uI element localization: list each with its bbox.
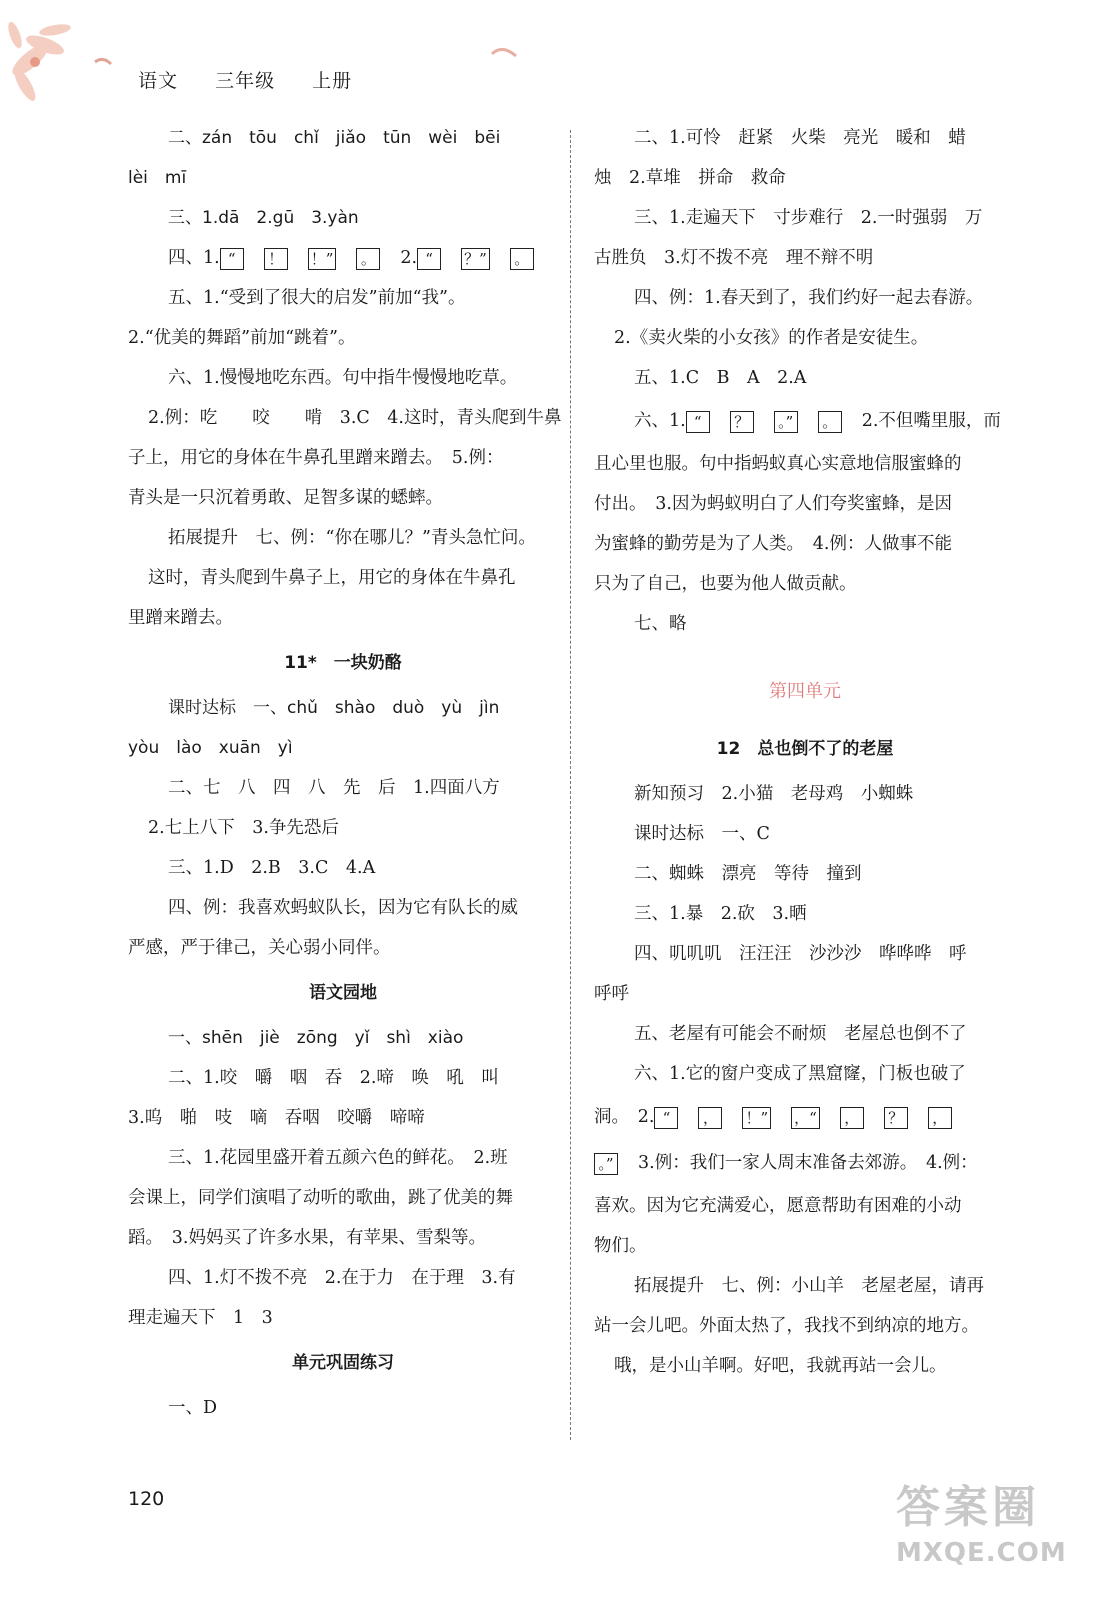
answer-line [128, 1218, 558, 1258]
answer-text: 一、D [168, 1398, 218, 1418]
answer-line [594, 1226, 1016, 1266]
answer-line [128, 318, 558, 358]
answer-text: 会课上，同学们演唱了动听的歌曲，跳了优美的舞 [128, 1188, 513, 1208]
answer-text: 五、1.C B A 2.A [634, 368, 807, 388]
answer-line [128, 278, 558, 318]
answer-text: 古胜负 3.灯不拨不亮 理不辩不明 [594, 248, 874, 268]
answer-line [128, 768, 558, 808]
answer-text: 四、例：1.春天到了，我们约好一起去春游。 [634, 288, 984, 308]
answer-text: 六、1.它的窗户变成了黑窟窿，门板也破了 [634, 1064, 966, 1084]
answer-text: 付出。 3.因为蚂蚁明白了人们夸奖蜜蜂，是因 [594, 494, 952, 514]
punctuation-box: ？” [461, 248, 490, 270]
answer-text: 四、1.灯不拨不亮 2.在于力 在于理 3.有 [168, 1268, 516, 1288]
answer-line [128, 1388, 558, 1428]
answer-text: 只为了自己，也要为他人做贡献。 [594, 574, 857, 594]
answer-text: 且心里也服。句中指蚂蚁真心实意地信服蜜蜂的 [594, 454, 962, 474]
punctuation-box: 。” [774, 411, 798, 433]
header-grade: 三年级 [215, 70, 276, 92]
answer-text: 这时，青头爬到牛鼻子上，用它的身体在牛鼻孔 [148, 568, 516, 588]
answer-text: 2.七上八下 3.争先恐后 [148, 818, 339, 838]
flower-decoration [0, 0, 140, 130]
answer-line [128, 888, 558, 928]
answer-text: 喜欢。因为它充满爱心，愿意帮助有困难的小动 [594, 1196, 962, 1216]
answer-text: 二、1.咬 嚼 咽 吞 2.啼 唤 吼 叫 [168, 1068, 499, 1088]
answer-line [594, 604, 1016, 644]
answer-text: 二、1.可怜 赶紧 火柴 亮光 暖和 蜡 [634, 128, 966, 148]
answer-text: 子上，用它的身体在牛鼻孔里蹭来蹭去。 5.例： [128, 448, 504, 468]
answer-text: 3.呜 啪 吱 嘀 吞咽 咬嚼 啼啼 [128, 1108, 425, 1128]
answer-line [128, 1138, 558, 1178]
column-divider [570, 130, 571, 1440]
answer-text: 一、shēn jiè zōng yǐ shì xiào [168, 1028, 464, 1048]
page-number: 120 [128, 1488, 165, 1510]
answer-line [128, 1298, 558, 1338]
answer-line [128, 1258, 558, 1298]
answer-text: 三、1.D 2.B 3.C 4.A [168, 858, 376, 878]
watermark-logo [896, 1478, 1076, 1588]
answer-text: 六、1.慢慢地吃东西。句中指牛慢慢地吃草。 [168, 368, 518, 388]
answer-text: 三、1.走遍天下 寸步难行 2.一时强弱 万 [634, 208, 983, 228]
answer-line [594, 398, 1016, 444]
answer-text: lèi mī [128, 168, 187, 188]
answer-text: yòu lào xuān yì [128, 738, 293, 758]
answer-line [128, 928, 558, 968]
answer-line [594, 358, 1016, 398]
answer-text: 课时达标 一、chǔ shào duò yù jìn [168, 698, 500, 718]
punctuation-box: ！” [308, 248, 337, 270]
answer-line [594, 1346, 1016, 1386]
left-block-4 [128, 1388, 558, 1428]
answer-line [128, 558, 558, 598]
answer-line [594, 1140, 1016, 1186]
left-block-3 [128, 1018, 558, 1338]
answer-text: 课时达标 一、C [634, 824, 770, 844]
answer-line [594, 774, 1016, 814]
answer-text: 六、1. [634, 411, 686, 431]
answer-line [594, 238, 1016, 278]
answer-text: 物们。 [594, 1236, 647, 1256]
punctuation-box: “ [686, 411, 710, 433]
answer-line [128, 848, 558, 888]
answer-line [594, 1186, 1016, 1226]
answer-text: 三、1.花园里盛开着五颜六色的鲜花。 2.班 [168, 1148, 508, 1168]
answer-line [594, 854, 1016, 894]
answer-line [594, 158, 1016, 198]
answer-text: 烛 2.草堆 拼命 救命 [594, 168, 786, 188]
answer-text: 2.例：吃 咬 啃 3.C 4.这时，青头爬到牛鼻 [148, 408, 562, 428]
answer-line [594, 444, 1016, 484]
answer-text: 里蹭来蹭去。 [128, 608, 233, 628]
left-column [128, 118, 562, 1428]
answer-line [594, 1094, 1016, 1140]
answer-text: 七、略 [634, 614, 687, 634]
answer-text: 三、1.暴 2.砍 3.晒 [634, 904, 807, 924]
answer-text: 四、叽叽叽 汪汪汪 沙沙沙 哗哗哗 呼 [634, 944, 967, 964]
header-volume: 上册 [312, 70, 353, 92]
answer-text: 四、例：我喜欢蚂蚁队长，因为它有队长的威 [168, 898, 518, 918]
right-block-1 [594, 118, 1016, 644]
answer-line [594, 894, 1016, 934]
answer-line [594, 1266, 1016, 1306]
punctuation-box: 。” [594, 1153, 618, 1175]
answer-line [594, 1014, 1016, 1054]
answer-line [594, 198, 1016, 238]
answer-text: 呼呼 [594, 984, 629, 1004]
petal-decoration [490, 44, 520, 64]
answer-text: 严感，严于律己，关心弱小同伴。 [128, 938, 391, 958]
answer-text: 五、1.“受到了很大的启发”前加“我”。 [168, 288, 466, 308]
left-block-1 [128, 118, 562, 638]
right-block-2 [594, 774, 1016, 1386]
punctuation-box: “ [220, 248, 244, 270]
watermark-url: MXQE.COM [896, 1538, 1067, 1568]
answer-line [128, 1018, 558, 1058]
punctuation-box: ？ [730, 411, 754, 433]
answer-line [594, 118, 1016, 158]
answer-text: 为蜜蜂的勤劳是为了人类。 4.例：人做事不能 [594, 534, 952, 554]
answer-line [594, 278, 1016, 318]
answer-line [128, 728, 558, 768]
answer-text: 拓展提升 七、例：“你在哪儿？”青头急忙问。 [168, 528, 536, 548]
answer-line [128, 598, 558, 638]
answer-line [128, 198, 558, 238]
answer-line [128, 438, 558, 478]
answer-line [128, 478, 558, 518]
punctuation-box: ！” [742, 1107, 771, 1129]
answer-line [128, 358, 558, 398]
answer-line [594, 934, 1016, 974]
answer-text: 理走遍天下 1 3 [128, 1308, 273, 1328]
punctuation-box: ，“ [791, 1107, 820, 1129]
answer-text: 新知预习 2.小猫 老母鸡 小蜘蛛 [634, 784, 914, 804]
answer-line [594, 318, 1016, 358]
answer-line [594, 1054, 1016, 1094]
answer-line [594, 1306, 1016, 1346]
punctuation-box: 。 [356, 248, 380, 270]
answer-text: 四、1. [168, 248, 220, 268]
answer-line [128, 118, 558, 158]
answer-text: 蹈。 3.妈妈买了许多水果，有苹果、雪梨等。 [128, 1228, 486, 1248]
header-subject: 语文 [138, 70, 179, 92]
unit-4-title: 第四单元 [769, 681, 841, 702]
punctuation-box: “ [417, 248, 441, 270]
answer-line [128, 518, 558, 558]
punctuation-box: ， [698, 1107, 722, 1129]
answer-line [128, 808, 558, 848]
answer-line [128, 688, 558, 728]
answer-text: 站一会儿吧。外面太热了，我找不到纳凉的地方。 [594, 1316, 979, 1336]
punctuation-box: 。 [510, 248, 534, 270]
answer-text: 2.“优美的舞蹈”前加“跳着”。 [128, 328, 356, 348]
answer-line [594, 524, 1016, 564]
answer-line [128, 158, 558, 198]
punctuation-box: ？ [884, 1107, 908, 1129]
answer-text: 2.不但嘴里服，而 [861, 411, 1001, 431]
lesson-11-title: 11* 一块奶酪 [284, 653, 402, 673]
answer-line [128, 238, 558, 278]
answer-line [128, 1058, 558, 1098]
answer-line [594, 564, 1016, 604]
watermark-text: 答案圈 [896, 1482, 1040, 1533]
answer-line [128, 1178, 558, 1218]
answer-line [594, 974, 1016, 1014]
page-header [138, 66, 382, 93]
punctuation-box: ， [840, 1107, 864, 1129]
garden-title: 语文园地 [309, 983, 377, 1003]
practice-title: 单元巩固练习 [292, 1353, 394, 1373]
answer-line [128, 398, 562, 438]
answer-text: 2. [400, 248, 418, 268]
answer-line [594, 484, 1016, 524]
answer-text: 青头是一只沉着勇敢、足智多谋的蟋蟀。 [128, 488, 443, 508]
answer-text: 洞。 2. [594, 1107, 655, 1127]
left-block-2 [128, 688, 558, 968]
answer-text: 哦，是小山羊啊。好吧，我就再站一会儿。 [614, 1356, 947, 1376]
answer-line [128, 1098, 558, 1138]
answer-text: 3.例：我们一家人周末准备去郊游。 4.例： [638, 1153, 978, 1173]
answer-text: 拓展提升 七、例：小山羊 老屋老屋，请再 [634, 1276, 984, 1296]
punctuation-box: ， [928, 1107, 952, 1129]
answer-text: 三、1.dā 2.gū 3.yàn [168, 208, 359, 228]
answer-text: 五、老屋有可能会不耐烦 老屋总也倒不了 [634, 1024, 967, 1044]
answer-line [594, 814, 1016, 854]
right-column [594, 118, 1016, 1386]
answer-text: 二、蜘蛛 漂亮 等待 撞到 [634, 864, 862, 884]
answer-text: 二、zán tōu chǐ jiǎo tūn wèi bēi [168, 128, 501, 148]
answer-text: 2.《卖火柴的小女孩》的作者是安徒生。 [614, 328, 929, 348]
lesson-12-title: 12 总也倒不了的老屋 [716, 739, 894, 759]
punctuation-box: ！ [264, 248, 288, 270]
punctuation-box: 。 [818, 411, 842, 433]
punctuation-box: “ [654, 1107, 678, 1129]
answer-text: 二、七 八 四 八 先 后 1.四面八方 [168, 778, 500, 798]
